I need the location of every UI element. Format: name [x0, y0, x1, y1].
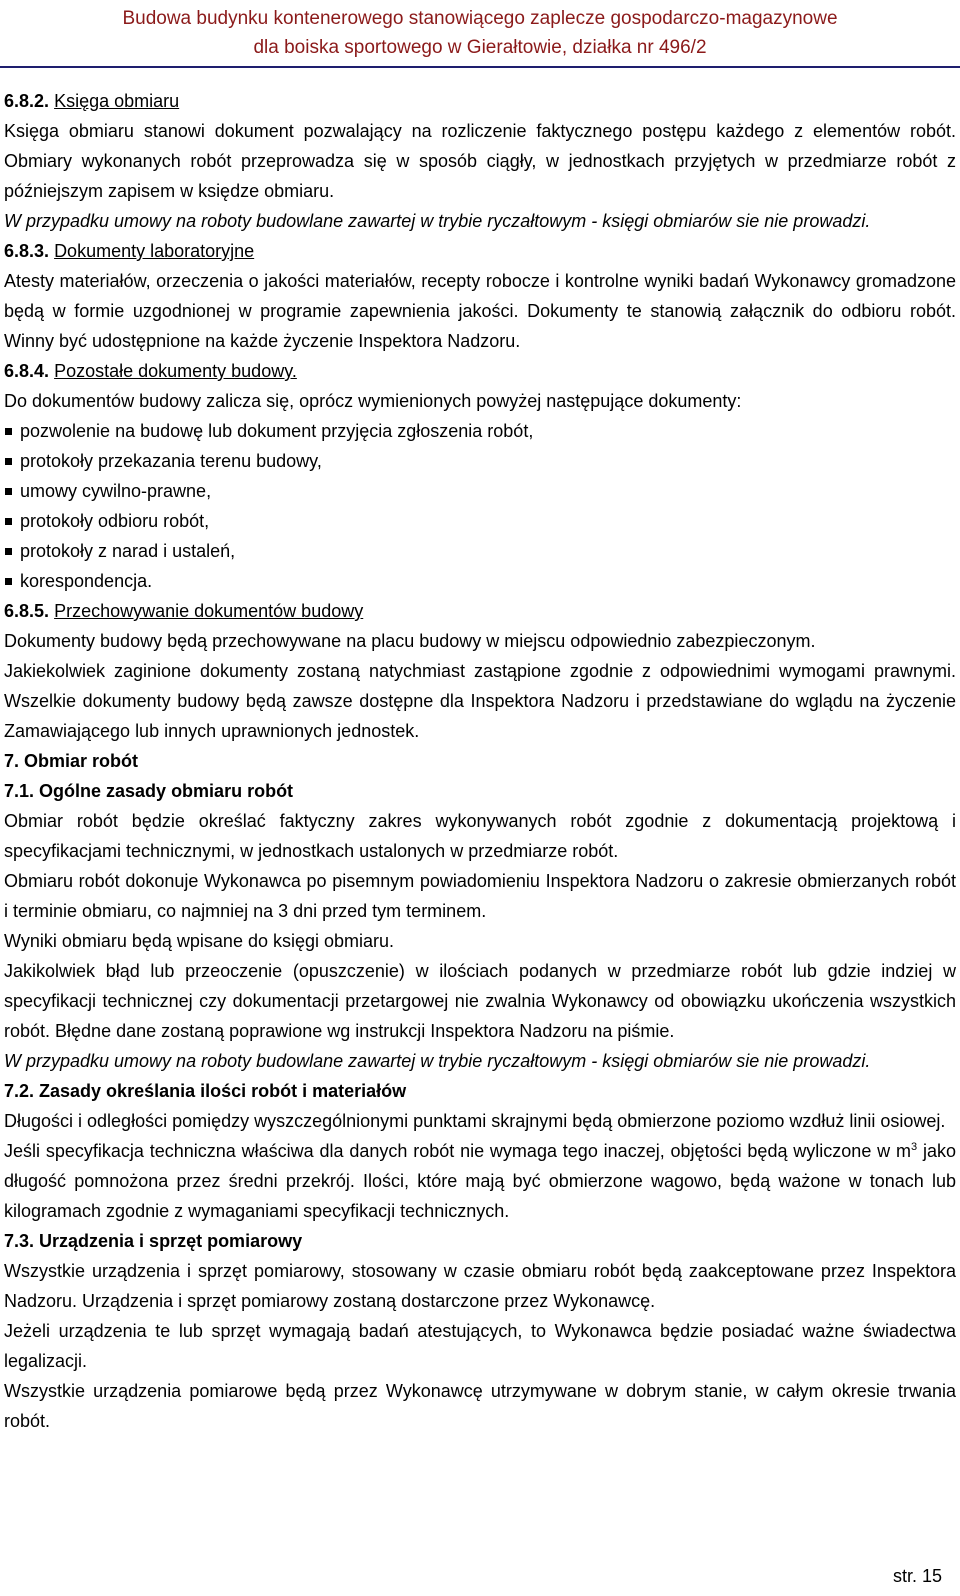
paragraph-italic: W przypadku umowy na roboty budowlane zawartej w trybie ryczałtowym - księgi obmiarów sie nie prowadzi. — [4, 211, 871, 231]
paragraph-text: jako długość pomnożona przez średni przekrój. Ilości, które mają być obmierzone wagowo, będą ważone w tonach lub kilogramach zgodnie z wymaganiami specyfikacji technicznych. — [4, 1141, 956, 1221]
section-title: Przechowywanie dokumentów budowy — [54, 601, 364, 621]
heading-7-1: 7.1. Ogólne zasady obmiaru robót — [4, 781, 294, 801]
paragraph-italic: W przypadku umowy na roboty budowlane zawartej w trybie ryczałtowym - księgi obmiarów sie nie prowadzi. — [4, 1051, 871, 1071]
paragraph: Wyniki obmiaru będą wpisane do księgi obmiaru. — [4, 931, 395, 951]
heading-7-2: 7.2. Zasady określania ilości robót i materiałów — [4, 1081, 407, 1101]
paragraph: Jakiekolwiek zaginione dokumenty zostaną natychmiast zastąpione zgodnie z odpowiednimi wymogami prawnymi. Wszelkie dokumenty budowy będą zawsze dostępne dla Inspektora Nadzoru i przedstawiane do wglądu na życzenie Zamawiającego lub innych uprawnionych jednostek. — [4, 661, 956, 741]
section-title: Księga obmiaru — [54, 91, 180, 111]
section-number: 6.8.4. — [4, 361, 50, 381]
section-title: Pozostałe dokumenty budowy. — [54, 361, 297, 381]
paragraph: Wszystkie urządzenia pomiarowe będą przez Wykonawcę utrzymywane w dobrym stanie, w całym okresie trwania robót. — [4, 1381, 956, 1431]
list-item: protokoły przekazania terenu budowy, — [4, 446, 956, 476]
section-number: 6.8.2. — [4, 91, 50, 111]
heading-6-8-3 — [4, 236, 956, 266]
section-title: Dokumenty laboratoryjne — [54, 241, 255, 261]
list-item: umowy cywilno-prawne, — [4, 476, 956, 506]
heading-7: 7. Obmiar robót — [4, 751, 139, 771]
heading-7-3: 7.3. Urządzenia i sprzęt pomiarowy — [4, 1231, 303, 1251]
paragraph-text: Jeśli specyfikacja techniczna właściwa dla danych robót nie wymaga tego inaczej, objętości będą wyliczone w m — [4, 1141, 911, 1161]
header-divider — [0, 66, 960, 68]
section-number: 6.8.3. — [4, 241, 50, 261]
list-item: protokoły odbioru robót, — [4, 506, 956, 536]
header-line-1: Budowa budynku kontenerowego stanowiącego zaplecze gospodarczo-magazynowe — [122, 8, 838, 29]
section-number: 6.8.5. — [4, 601, 50, 621]
paragraph: Jakikolwiek błąd lub przeoczenie (opuszczenie) w ilościach podanych w przedmiarze robót lub gdzie indziej w specyfikacji technicznej czy dokumentacji przetargowej nie zwalnia Wykonawcy od obowiązku ukończenia wszystkich robót. Błędne dane zostaną poprawione wg instrukcji Inspektora Nadzoru na piśmie. — [4, 961, 956, 1041]
list-item: protokoły z narad i ustaleń, — [4, 536, 956, 566]
paragraph: Dokumenty budowy będą przechowywane na placu budowy w miejscu odpowiednio zabezpieczonym. — [4, 631, 816, 651]
page-number: str. 15 — [892, 1566, 942, 1586]
superscript: 3 — [911, 1141, 918, 1153]
paragraph — [4, 1136, 956, 1226]
paragraph: Do dokumentów budowy zalicza się, oprócz wymienionych powyżej następujące dokumenty: — [4, 391, 742, 411]
paragraph: Wszystkie urządzenia i sprzęt pomiarowy, stosowany w czasie obmiaru robót będą zaakceptowane przez Inspektora Nadzoru. Urządzenia i sprzęt pomiarowy zostaną dostarczone przez Wykonawcę. — [4, 1261, 956, 1311]
header-line-2: dla boiska sportowego w Gierałtowie, działka nr 496/2 — [253, 37, 707, 58]
paragraph: Księga obmiaru stanowi dokument pozwalający na rozliczenie faktycznego postępu każdego z elementów robót. Obmiary wykonanych robót przeprowadza się w sposób ciągły, w jednostkach przyjętych w przedmiarze robót z późniejszym zapisem w księdze obmiaru. — [4, 121, 956, 201]
list-item: korespondencja. — [4, 566, 956, 596]
document-list — [4, 416, 956, 596]
paragraph: Atesty materiałów, orzeczenia o jakości materiałów, recepty robocze i kontrolne wyniki badań Wykonawcy gromadzone będą w formie uzgodnionej w programie zapewnienia jakości. Dokumenty te stanowią załącznik do odbioru robót. Winny być udostępnione na każde życzenie Inspektora Nadzoru. — [4, 271, 956, 351]
document-body — [4, 86, 956, 1436]
heading-6-8-5 — [4, 596, 956, 626]
paragraph: Obmiar robót będzie określać faktyczny zakres wykonywanych robót zgodnie z dokumentacją projektową i specyfikacjami technicznymi, w jednostkach ustalonych w przedmiarze robót. — [4, 811, 956, 861]
paragraph: Długości i odległości pomiędzy wyszczególnionymi punktami skrajnymi będą obmierzone poziomo wzdłuż linii osiowej. — [4, 1111, 946, 1131]
heading-6-8-2 — [4, 86, 956, 116]
paragraph: Obmiaru robót dokonuje Wykonawca po pisemnym powiadomieniu Inspektora Nadzoru o zakresie obmierzanych robót i terminie obmiaru, co najmniej na 3 dni przed tym terminem. — [4, 871, 956, 921]
paragraph: Jeżeli urządzenia te lub sprzęt wymagają badań atestujących, to Wykonawca będzie posiadać ważne świadectwa legalizacji. — [4, 1321, 956, 1371]
heading-6-8-4 — [4, 356, 956, 386]
page-header — [0, 4, 960, 62]
list-item: pozwolenie na budowę lub dokument przyjęcia zgłoszenia robót, — [4, 416, 956, 446]
